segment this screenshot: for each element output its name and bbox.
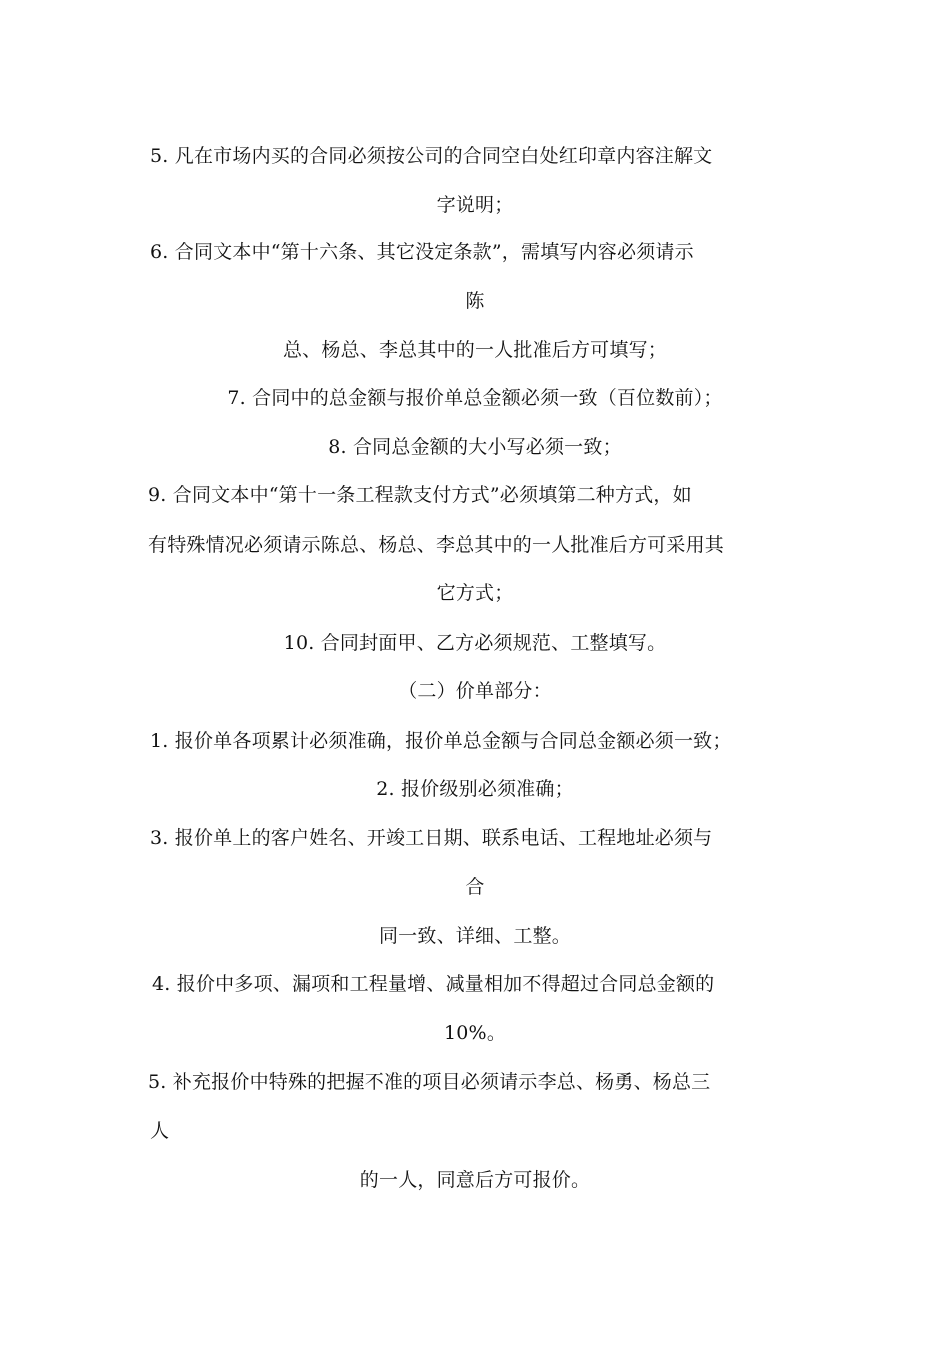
- text-line-5: 总、杨总、李总其中的一人批准后方可填写；: [282, 339, 667, 361]
- text-line-15: 3. 报价单上的客户姓名、开竣工日期、联系电话、工程地址必须与: [150, 827, 713, 849]
- text-line-9: 有特殊情况必须请示陈总、杨总、李总其中的一人批准后方可采用其: [148, 534, 725, 556]
- text-line-6: 7. 合同中的总金额与报价单总金额必须一致（百位数前）；: [227, 387, 723, 409]
- text-line-20: 5. 补充报价中特殊的把握不准的项目必须请示李总、杨勇、杨总三: [148, 1071, 711, 1093]
- text-line-2: 字说明；: [436, 194, 514, 216]
- text-line-4: 陈: [465, 290, 485, 312]
- text-line-11: 10. 合同封面甲、乙方必须规范、工整填写。: [283, 632, 667, 654]
- text-line-8: 9. 合同文本中“第十一条工程款支付方式”必须填第二种方式，如: [148, 484, 692, 506]
- text-line-21: 人: [150, 1120, 170, 1142]
- text-line-22: 的一人，同意后方可报价。: [359, 1169, 591, 1191]
- section-heading-price-list: （二）价单部分：: [398, 680, 552, 702]
- text-line-7: 8. 合同总金额的大小写必须一致；: [328, 436, 622, 458]
- text-line-1: 5. 凡在市场内买的合同必须按公司的合同空白处红印章内容注解文: [150, 145, 713, 167]
- text-line-13: 1. 报价单各项累计必须准确，报价单总金额与合同总金额必须一致；: [150, 730, 732, 752]
- text-line-17: 同一致、详细、工整。: [378, 925, 571, 947]
- text-line-14: 2. 报价级别必须准确；: [376, 778, 574, 800]
- text-line-19: 10%。: [443, 1022, 507, 1044]
- text-line-16: 合: [465, 876, 485, 898]
- text-line-18: 4. 报价中多项、漏项和工程量增、减量相加不得超过合同总金额的: [152, 973, 715, 995]
- text-line-10: 它方式；: [436, 582, 514, 604]
- text-line-3: 6. 合同文本中“第十六条、其它没定条款”，需填写内容必须请示: [150, 241, 694, 263]
